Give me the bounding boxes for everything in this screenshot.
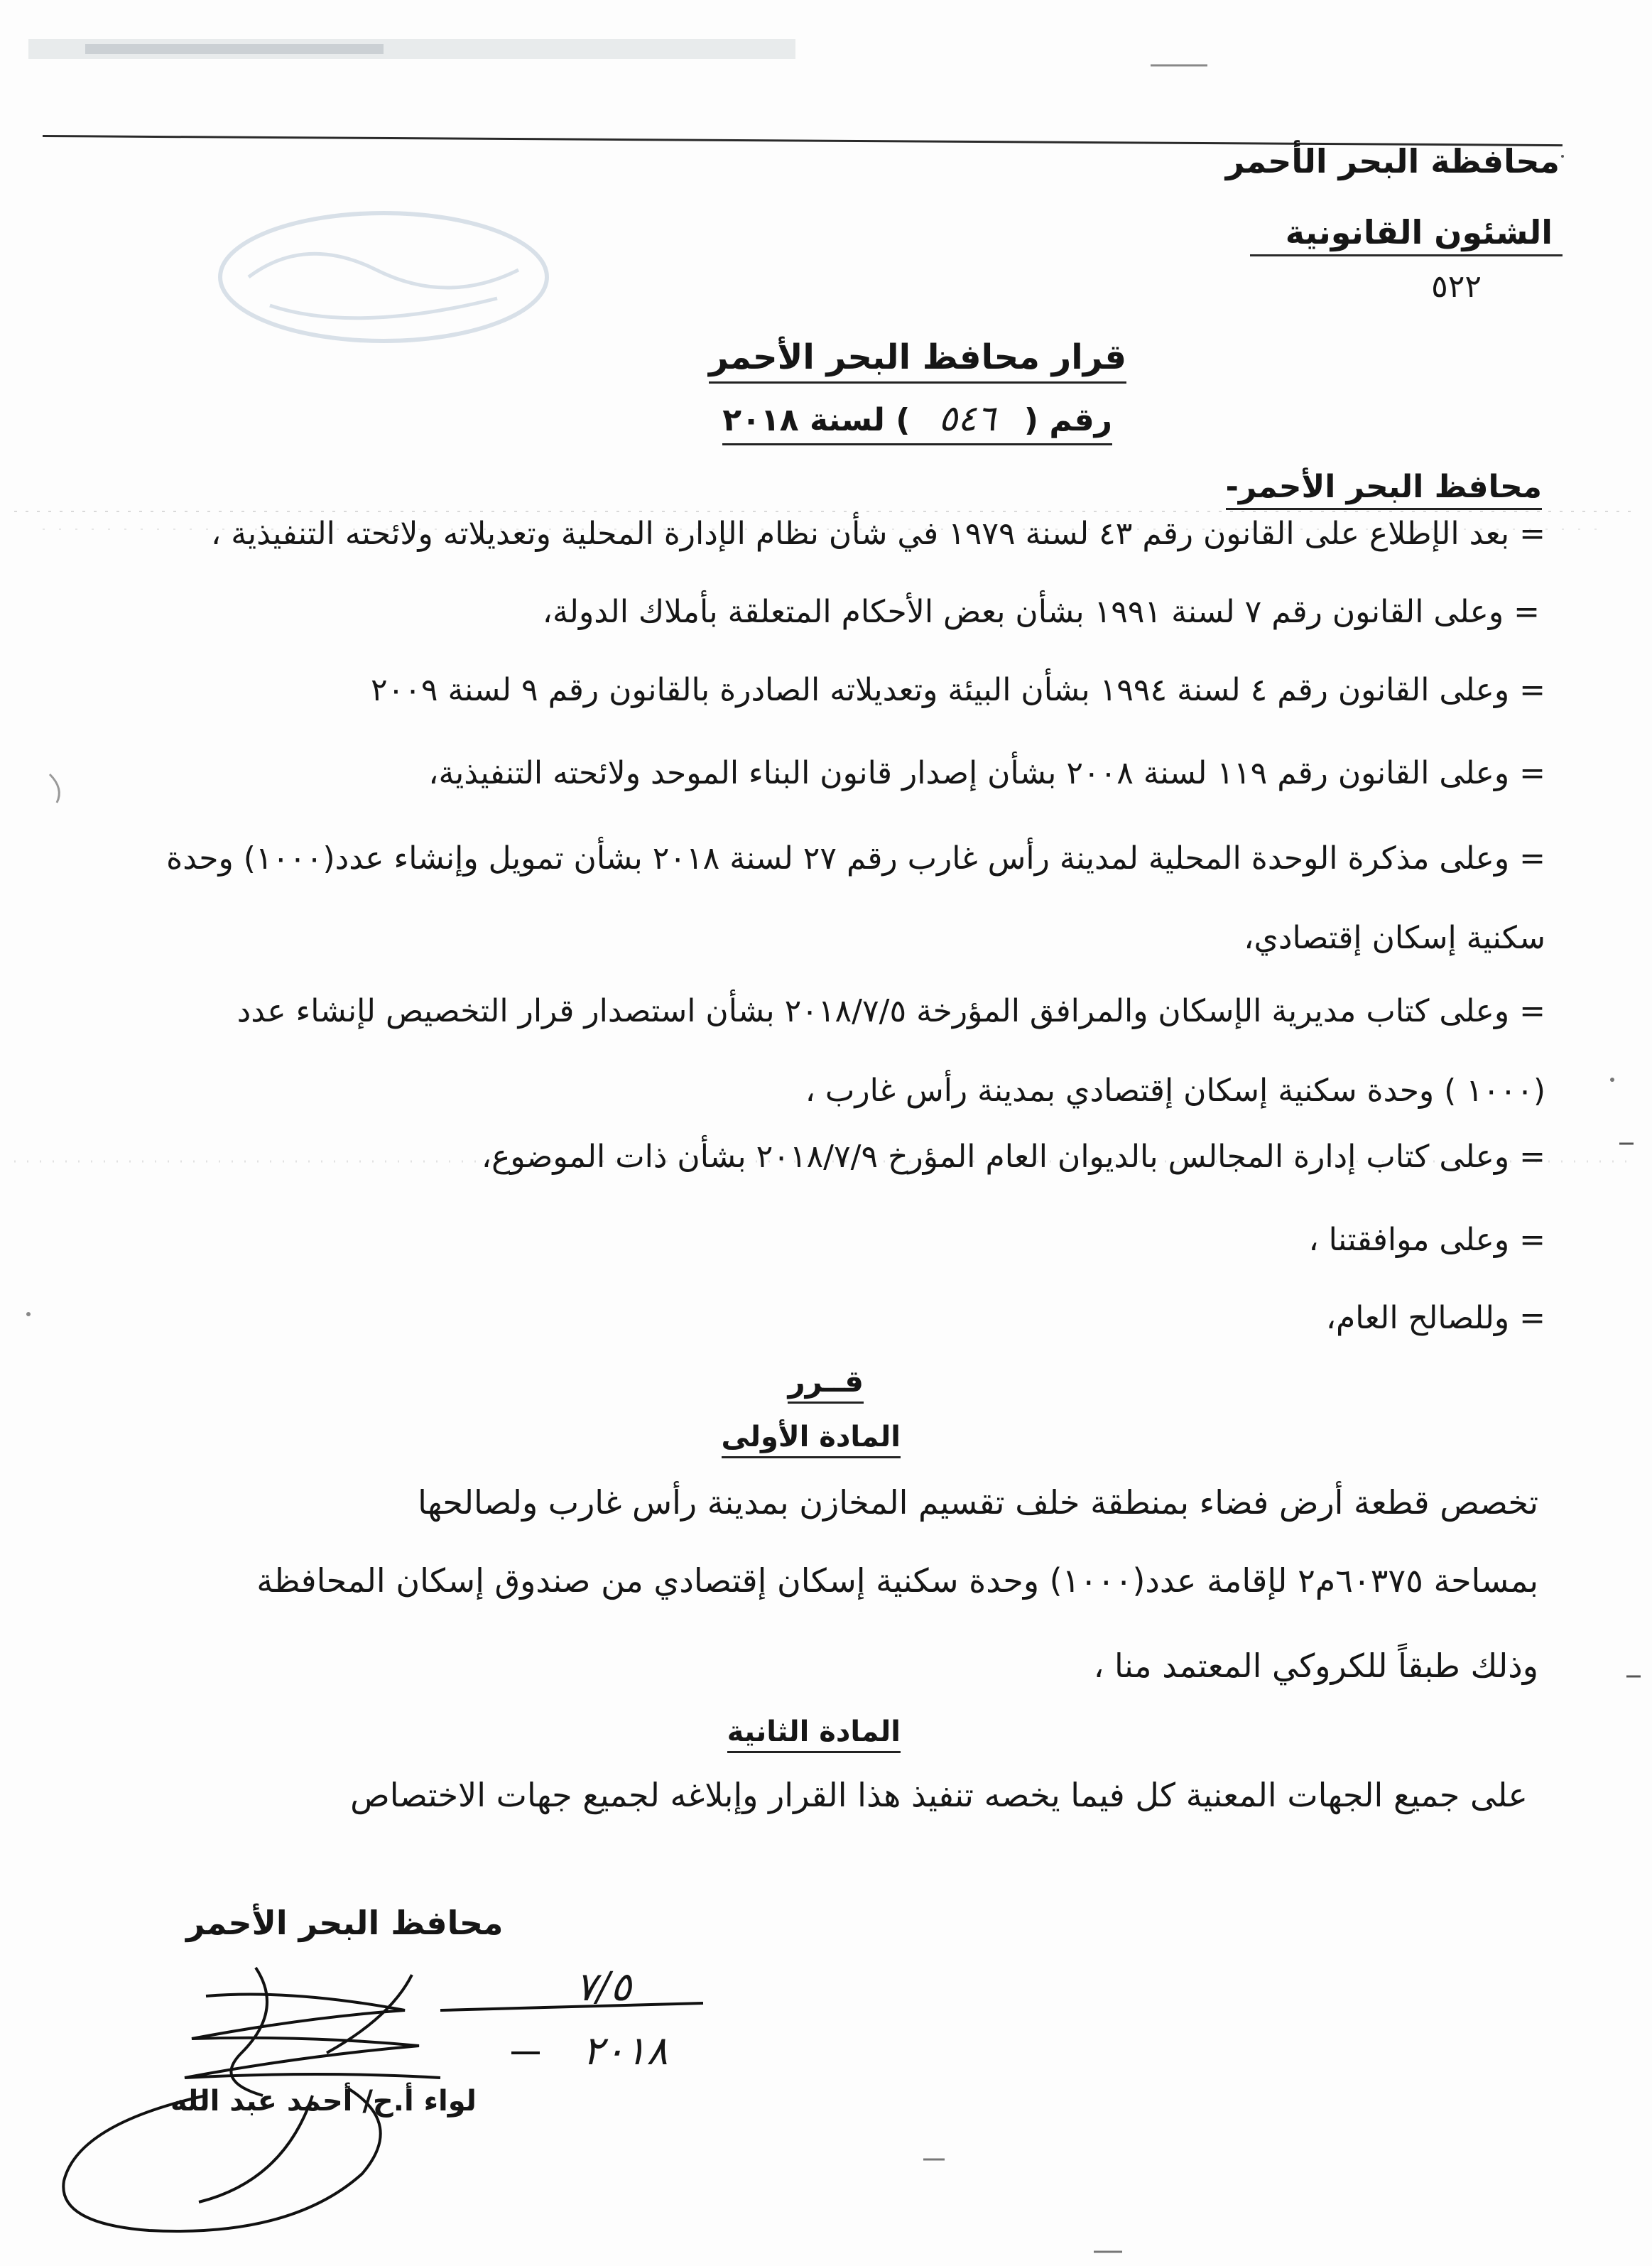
article-1-line-3: وذلك طبقاً للكروكي المعتمد منا ،: [1093, 1647, 1538, 1685]
decree-number: [722, 398, 1112, 445]
article-1-line-2: بمساحة ٦٠٣٧٥م٢ لإقامة عدد(١٠٠٠) وحدة سكنية إسكان إقتصادي من صندوق إسكان المحافظة: [256, 1561, 1538, 1600]
clause-memo-cont: سكنية إسكان إقتصادي،: [1244, 920, 1545, 956]
outgoing-number: ٥٢٢: [1431, 269, 1482, 305]
handwritten-date-day: ٧/٥: [575, 1964, 632, 2010]
clause-law-119: = وعلى القانون رقم ١١٩ لسنة ٢٠٠٨ بشأن إصدار قانون البناء الموحد ولائحته التنفيذية،: [428, 755, 1545, 791]
faded-stamp: [206, 199, 561, 355]
decree-number-suffix: ) لسنة ٢٠١٨: [722, 402, 911, 438]
article-1-title: المادة الأولى: [722, 1421, 901, 1458]
department-underline: [1250, 254, 1563, 256]
article-1-line-1: تخصص قطعة أرض فضاء بمنطقة خلف تقسيم المخازن بمدينة رأس غارب ولصالحها: [418, 1483, 1538, 1522]
clause-housing-letter: = وعلى كتاب مديرية الإسكان والمرافق المؤرخة ٢٠١٨/٧/٥ بشأن استصدار قرار التخصيص لإنشاء عدد: [237, 993, 1545, 1029]
clause-public-interest: = وللصالح العام،: [1325, 1300, 1545, 1336]
department-name: الشئون القانونية: [1285, 213, 1553, 251]
clause-councils-letter: = وعلى كتاب إدارة المجالس بالديوان العام المؤرخ ٢٠١٨/٧/٩ بشأن ذات الموضوع،: [481, 1139, 1545, 1175]
clause-housing-letter-cont: (١٠٠٠ ) وحدة سكنية إسكان إقتصادي بمدينة رأس غارب ،: [805, 1073, 1545, 1109]
clause-law-7: = وعلى القانون رقم ٧ لسنة ١٩٩١ بشأن بعض الأحكام المتعلقة بأملاك الدولة،: [542, 594, 1540, 630]
clause-law-43: = بعد الإطلاع على القانون رقم ٤٣ لسنة ١٩٧٩ في شأن نظام الإدارة المحلية وتعديلاته ولائحته التنفيذية ،: [211, 516, 1545, 552]
article-2-line-1: على جميع الجهات المعنية كل فيما يخصه تنفيذ هذا القرار وإبلاغه لجميع جهات الاختصاص: [350, 1776, 1528, 1814]
decree-title: قرار محافظ البحر الأحمر: [709, 337, 1126, 384]
decree-number-handwritten: ٥٤٦: [938, 398, 996, 439]
signatory-title: محافظ البحر الأحمر: [186, 1904, 504, 1942]
decree-number-prefix: رقم (: [1023, 402, 1112, 438]
clause-law-4: = وعلى القانون رقم ٤ لسنة ١٩٩٤ بشأن البيئة وتعديلاته الصادرة بالقانون رقم ٩ لسنة ٢٠٠٩: [370, 672, 1545, 708]
issuer-label: محافظ البحر الأحمر-: [1226, 469, 1542, 510]
governorate-name: محافظة البحر الأحمر: [1225, 142, 1560, 180]
clause-memo: = وعلى مذكرة الوحدة المحلية لمدينة رأس غارب رقم ٢٧ لسنة ٢٠١٨ بشأن تمويل وإنشاء عدد(١٠٠٠) وحدة: [166, 840, 1545, 877]
article-2-title: المادة الثانية: [727, 1715, 901, 1753]
decides-heading: قــرر: [788, 1364, 864, 1404]
handwritten-date-year: ٢٠١٨: [582, 2028, 668, 2074]
clause-approval: = وعلى موافقتنا ،: [1308, 1222, 1545, 1258]
signatory-name: لواء أ.ح/ أحمد عبد الله: [170, 2085, 477, 2118]
